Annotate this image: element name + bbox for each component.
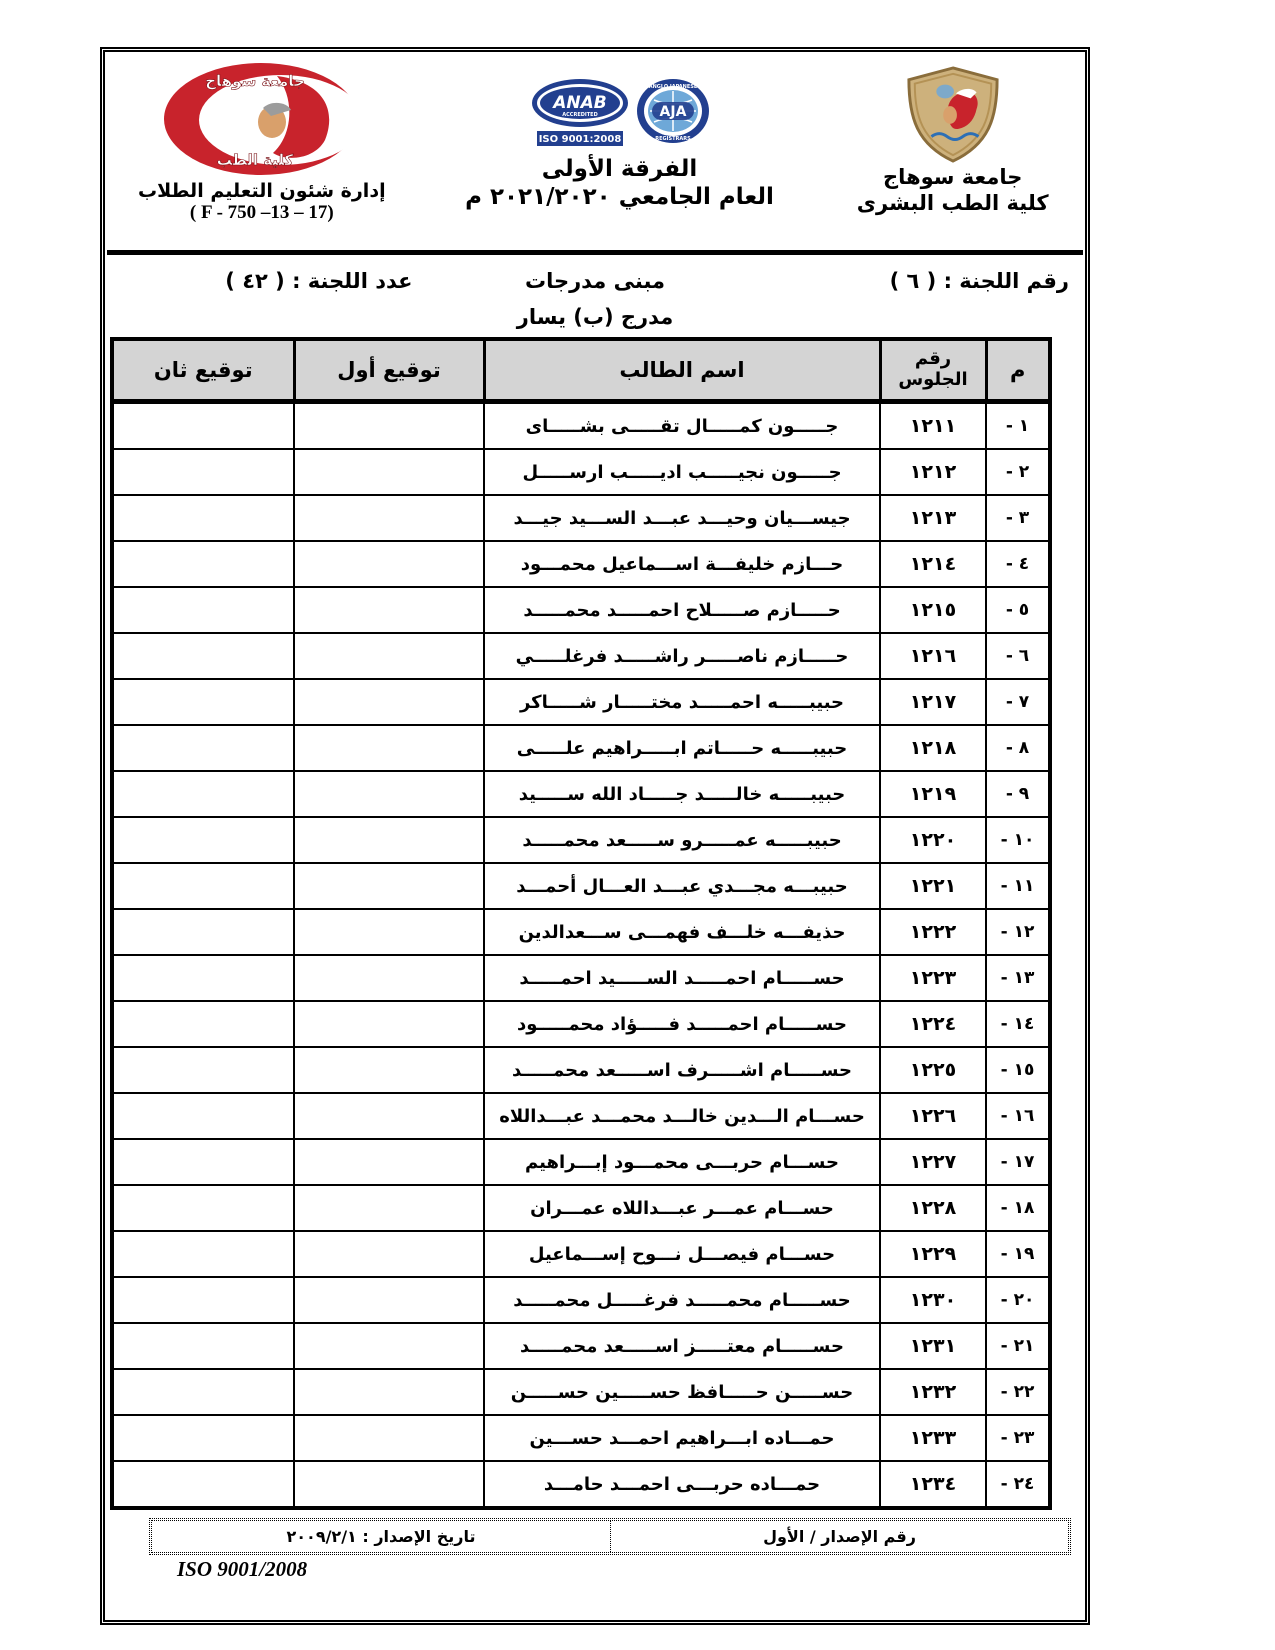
second-signature-cell	[112, 449, 294, 495]
first-signature-cell	[294, 1277, 484, 1323]
student-name-cell: جـــــون كمـــــال تقـــــى بشـــــاى	[484, 402, 880, 450]
serial-cell: ١١ -	[986, 863, 1050, 909]
student-row	[112, 1415, 1050, 1461]
committee-count: عدد اللجنة : ( ٤٢ )	[225, 269, 413, 293]
student-name-cell: حـــــازم ناصـــــر راشـــــد فرغلـــــي	[484, 633, 880, 679]
center-header-block	[419, 52, 821, 250]
second-signature-cell	[112, 725, 294, 771]
second-signature-cell	[112, 1231, 294, 1277]
student-name-cell: حبيبـــــه حـــــاتم ابـــــراهيم علـــــى	[484, 725, 880, 771]
serial-cell: ١٦ -	[986, 1093, 1050, 1139]
serial-cell: ٤ -	[986, 541, 1050, 587]
second-signature-cell	[112, 679, 294, 725]
serial-cell: ٨ -	[986, 725, 1050, 771]
student-name-cell: حمـــاده ابـــراهيم احمـــد حســـين	[484, 1415, 880, 1461]
serial-cell: ٦ -	[986, 633, 1050, 679]
svg-text:جامعة سوهاج: جامعة سوهاج	[205, 72, 306, 90]
serial-cell: ١٢ -	[986, 909, 1050, 955]
student-name-cell: حســـــام احمـــــد الســـــيد احمـــــد	[484, 955, 880, 1001]
second-signature-cell	[112, 495, 294, 541]
student-row	[112, 1047, 1050, 1093]
seat-number-cell: ١٢٢٨	[880, 1185, 986, 1231]
second-signature-cell	[112, 1093, 294, 1139]
serial-cell: ١٣ -	[986, 955, 1050, 1001]
student-name-cell: حســـــام احمـــــد فـــــؤاد محمـــــود	[484, 1001, 880, 1047]
academic-year: العام الجامعي ٢٠٢١/٢٠٢٠ م	[465, 184, 774, 210]
first-signature-cell	[294, 449, 484, 495]
second-signature-cell	[112, 909, 294, 955]
svg-text:كلية الطب: كلية الطب	[217, 151, 294, 169]
first-signature-cell	[294, 1461, 484, 1508]
serial-cell: ٢ -	[986, 449, 1050, 495]
committee-hall: مدرج (ب) يسار	[516, 305, 674, 329]
second-signature-cell	[112, 1369, 294, 1415]
svg-text:ANGLO JAPANESE: ANGLO JAPANESE	[648, 84, 697, 90]
student-row	[112, 863, 1050, 909]
student-row	[112, 541, 1050, 587]
committee-location	[517, 269, 674, 329]
first-signature-cell	[294, 1093, 484, 1139]
student-name-cell: حبيبـــــه احمـــــد مختـــــار شـــــاكر	[484, 679, 880, 725]
committee-info-row	[105, 255, 1085, 333]
student-row	[112, 1139, 1050, 1185]
serial-cell: ١٠ -	[986, 817, 1050, 863]
serial-cell: ٧ -	[986, 679, 1050, 725]
student-row	[112, 633, 1050, 679]
serial-cell: ٢٤ -	[986, 1461, 1050, 1508]
first-signature-cell	[294, 1001, 484, 1047]
page-frame	[100, 47, 1090, 1625]
svg-text:REGISTRARS: REGISTRARS	[654, 136, 691, 142]
seat-number-cell: ١٢٢٢	[880, 909, 986, 955]
second-signature-cell	[112, 863, 294, 909]
seat-number-cell: ١٢٣٠	[880, 1277, 986, 1323]
svg-text:ISO 9001:2008: ISO 9001:2008	[538, 134, 621, 145]
student-row	[112, 1461, 1050, 1508]
student-row	[112, 402, 1050, 450]
committee-building: مبنى مدرجات	[524, 269, 666, 293]
serial-cell: ١٥ -	[986, 1047, 1050, 1093]
second-signature-cell	[112, 633, 294, 679]
seat-number-cell: ١٢٢١	[880, 863, 986, 909]
document-footer-row	[151, 1520, 1069, 1553]
page-header	[105, 52, 1085, 250]
student-row	[112, 1185, 1050, 1231]
student-name-header: اسم الطالب	[484, 339, 880, 402]
second-signature-cell	[112, 771, 294, 817]
first-signature-cell	[294, 402, 484, 450]
svg-text:ANAB: ANAB	[552, 93, 607, 113]
student-row	[112, 955, 1050, 1001]
serial-cell: ٣ -	[986, 495, 1050, 541]
student-name-cell: حذيفـــه خلـــف فهمـــى ســـعدالدين	[484, 909, 880, 955]
seat-number-cell: ١٢١٩	[880, 771, 986, 817]
serial-cell: ٢٠ -	[986, 1277, 1050, 1323]
student-name-cell: حـــازم خليفـــة اســـماعيل محمـــود	[484, 541, 880, 587]
seat-number-cell: ١٢٢٦	[880, 1093, 986, 1139]
second-signature-cell	[112, 1277, 294, 1323]
student-name-cell: حـــــازم صـــــلاح احمـــــد محمـــــد	[484, 587, 880, 633]
student-name-cell: حســـــام محمـــــد فرغـــــل محمـــــد	[484, 1277, 880, 1323]
issue-number: رقم الإصدار / الأول	[610, 1521, 1068, 1552]
seat-number-cell: ١٢٢٣	[880, 955, 986, 1001]
first-signature-cell	[294, 495, 484, 541]
seat-number-cell: ١٢٢٥	[880, 1047, 986, 1093]
students-table-head	[112, 339, 1050, 402]
first-signature-cell	[294, 725, 484, 771]
faculty-name: كلية الطب البشرى	[856, 191, 1049, 216]
first-signature-header: توقيع أول	[294, 339, 484, 402]
second-signature-cell	[112, 1001, 294, 1047]
seat-number-cell: ١٢٣٢	[880, 1369, 986, 1415]
first-signature-cell	[294, 909, 484, 955]
grade-title: الفرقة الأولى	[541, 156, 698, 182]
second-signature-cell	[112, 817, 294, 863]
student-name-cell: حســـام حربـــى محمـــود إبـــراهيم	[484, 1139, 880, 1185]
second-signature-cell	[112, 1461, 294, 1508]
department-name: إدارة شئون التعليم الطلاب	[138, 180, 386, 202]
anab-accredited-logo	[530, 78, 630, 148]
accreditation-logos	[530, 78, 710, 148]
department-header-block	[105, 52, 419, 250]
student-name-cell: جـــــون نجيـــــب اديـــــب ارســـــل	[484, 449, 880, 495]
form-code: ( F - 750 –13 – 17)	[189, 202, 334, 223]
aja-registrars-logo	[636, 78, 710, 144]
seat-number-cell: ١٢١٦	[880, 633, 986, 679]
serial-cell: ١٤ -	[986, 1001, 1050, 1047]
student-row	[112, 817, 1050, 863]
first-signature-cell	[294, 955, 484, 1001]
serial-cell: ٥ -	[986, 587, 1050, 633]
first-signature-cell	[294, 541, 484, 587]
seat-number-cell: ١٢١٣	[880, 495, 986, 541]
serial-cell: ٩ -	[986, 771, 1050, 817]
university-header-block	[820, 52, 1085, 250]
student-row	[112, 771, 1050, 817]
first-signature-cell	[294, 817, 484, 863]
student-name-cell: حســـام الـــدين خالـــد محمـــد عبـــداللاه	[484, 1093, 880, 1139]
header-row	[112, 339, 1050, 402]
serial-header: م	[986, 339, 1050, 402]
seat-number-cell: ١٢١٤	[880, 541, 986, 587]
seat-number-cell: ١٢٣٤	[880, 1461, 986, 1508]
second-signature-cell	[112, 541, 294, 587]
student-row	[112, 449, 1050, 495]
student-row	[112, 909, 1050, 955]
seat-number-cell: ١٢١١	[880, 402, 986, 450]
seat-number-cell: ١٢٢٠	[880, 817, 986, 863]
second-signature-cell	[112, 587, 294, 633]
students-table-body	[112, 402, 1050, 1509]
student-name-cell: حبيبـــــه خالـــــد جـــــاد الله ســـــيد	[484, 771, 880, 817]
student-row	[112, 725, 1050, 771]
seat-number-cell: ١٢١٨	[880, 725, 986, 771]
committee-number: رقم اللجنة : ( ٦ )	[889, 269, 1069, 293]
second-signature-cell	[112, 402, 294, 450]
serial-cell: ٢٢ -	[986, 1369, 1050, 1415]
first-signature-cell	[294, 1231, 484, 1277]
faculty-of-medicine-crescent-logo	[159, 60, 364, 178]
student-row	[112, 1369, 1050, 1415]
second-signature-header: توقيع ثان	[112, 339, 294, 402]
seat-number-cell: ١٢١٢	[880, 449, 986, 495]
university-name: جامعة سوهاج	[883, 165, 1023, 189]
seat-number-header: رقم الجلوس	[880, 339, 986, 402]
student-name-cell: حســـــام معتـــــز اســـــعد محمـــــد	[484, 1323, 880, 1369]
student-row	[112, 587, 1050, 633]
first-signature-cell	[294, 633, 484, 679]
second-signature-cell	[112, 955, 294, 1001]
svg-text:AJA: AJA	[659, 104, 686, 120]
first-signature-cell	[294, 1047, 484, 1093]
student-name-cell: حبيبـــــه عمـــــرو ســـــعد محمـــــد	[484, 817, 880, 863]
second-signature-cell	[112, 1047, 294, 1093]
first-signature-cell	[294, 771, 484, 817]
second-signature-cell	[112, 1139, 294, 1185]
seat-number-cell: ١٢٣٣	[880, 1415, 986, 1461]
student-row	[112, 1323, 1050, 1369]
seat-number-cell: ١٢٢٧	[880, 1139, 986, 1185]
seat-number-cell: ١٢٢٤	[880, 1001, 986, 1047]
student-name-cell: حســـام عمـــر عبـــداللاه عمـــران	[484, 1185, 880, 1231]
student-name-cell: حبيبـــه مجـــدي عبـــد العـــال أحمـــد	[484, 863, 880, 909]
first-signature-cell	[294, 1369, 484, 1415]
serial-cell: ١ -	[986, 402, 1050, 450]
iso-certification-text: ISO 9001/2008	[177, 1557, 308, 1581]
first-signature-cell	[294, 679, 484, 725]
student-row	[112, 1093, 1050, 1139]
second-signature-cell	[112, 1185, 294, 1231]
first-signature-cell	[294, 1185, 484, 1231]
seat-number-cell: ١٢٣١	[880, 1323, 986, 1369]
serial-cell: ١٨ -	[986, 1185, 1050, 1231]
issue-date: تاريخ الإصدار : ٢٠٠٩/٢/١	[286, 1527, 476, 1546]
student-row	[112, 1231, 1050, 1277]
student-row	[112, 1001, 1050, 1047]
seat-number-cell: ١٢١٧	[880, 679, 986, 725]
students-table-wrapper	[128, 337, 1052, 1510]
student-name-cell: حمـــاده حربـــى احمـــد حامـــد	[484, 1461, 880, 1508]
first-signature-cell	[294, 1415, 484, 1461]
seat-number-cell: ١٢٢٩	[880, 1231, 986, 1277]
student-row	[112, 679, 1050, 725]
first-signature-cell	[294, 587, 484, 633]
serial-cell: ١٧ -	[986, 1139, 1050, 1185]
student-name-cell: حســـــن حـــــافظ حســـــين حســـــن	[484, 1369, 880, 1415]
first-signature-cell	[294, 1323, 484, 1369]
first-signature-cell	[294, 1139, 484, 1185]
student-row	[112, 1277, 1050, 1323]
student-name-cell: حســـــام اشـــــرف اســـــعد محمـــــد	[484, 1047, 880, 1093]
svg-text:ACCREDITED: ACCREDITED	[561, 112, 598, 118]
student-name-cell: جيســـيان وحيـــد عبـــد الســـيد جيـــد	[484, 495, 880, 541]
seat-number-cell: ١٢١٥	[880, 587, 986, 633]
student-row	[112, 495, 1050, 541]
second-signature-cell	[112, 1323, 294, 1369]
first-signature-cell	[294, 863, 484, 909]
student-name-cell: حســـام فيصـــل نـــوح إســـماعيل	[484, 1231, 880, 1277]
second-signature-cell	[112, 1415, 294, 1461]
serial-cell: ٢١ -	[986, 1323, 1050, 1369]
students-table	[110, 337, 1052, 1510]
sohag-university-shield-logo	[901, 66, 1005, 164]
serial-cell: ١٩ -	[986, 1231, 1050, 1277]
serial-cell: ٢٣ -	[986, 1415, 1050, 1461]
